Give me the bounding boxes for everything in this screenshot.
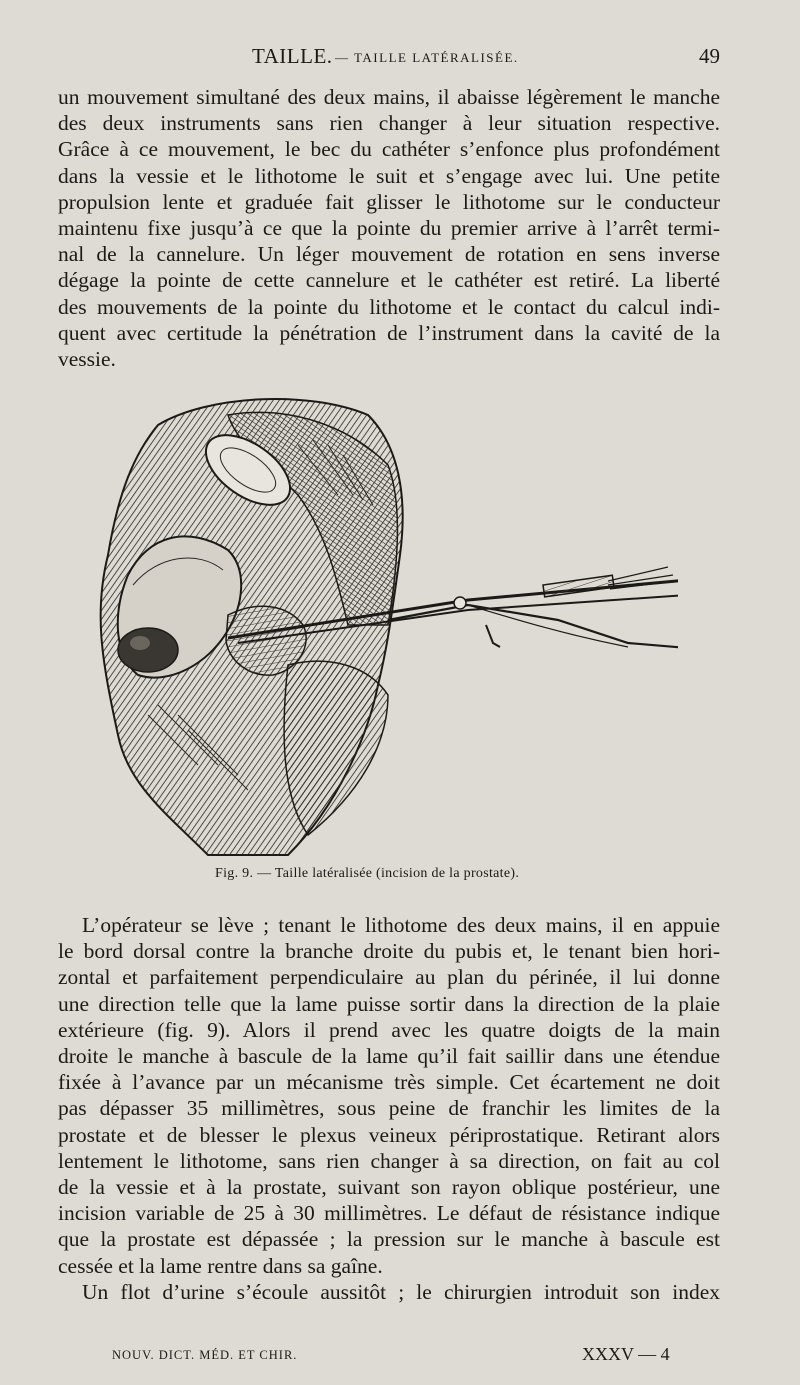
calculus-stone	[118, 628, 178, 672]
text-line: cessée et la lame rentre dans sa gaîne.	[58, 1253, 383, 1278]
text-line: maintenu fixe jusqu’à ce que la pointe du premier arrive à l’arrêt termi-	[58, 216, 720, 241]
page-number: 49	[699, 44, 720, 68]
text-line: de la vessie et à la prostate, suivant son rayon oblique postérieur, une	[58, 1175, 720, 1200]
lithotome-handle	[543, 575, 614, 597]
text-line: Grâce à ce mouvement, le bec du cathéter s’enfonce plus profondément	[58, 137, 720, 162]
text-line: extérieure (fig. 9). Alors il prend avec les quatre doigts de la main	[58, 1017, 720, 1042]
footer-volume: XXXV — 4	[582, 1344, 670, 1364]
text-line: des deux instruments sans rien changer à leur situation respective.	[58, 111, 720, 136]
paragraph-3	[58, 1279, 720, 1305]
text-line: L’opérateur se lève ; tenant le lithotome des deux mains, il en appuie	[82, 913, 720, 937]
text-line: fixée à l’avance par un mécanisme très simple. Cet écartement ne doit	[58, 1070, 720, 1095]
paragraph-2	[58, 912, 720, 1279]
text-line: lentement le lithotome, sans rien changer à sa direction, on fait au col	[58, 1148, 720, 1173]
page-footer	[112, 1344, 672, 1368]
anatomical-engraving	[88, 385, 678, 865]
lithotome-blade	[388, 605, 678, 648]
text-line: une direction telle que la lame puisse sortir dans la direction de la plaie	[58, 991, 720, 1016]
text-line: zontal et parfaitement perpendiculaire au plan du périnée, il lui donne	[58, 965, 720, 990]
lithotome-pivot	[454, 597, 466, 609]
text-line: quent avec certitude la pénétration de l’instrument dans la cavité de la	[58, 320, 720, 345]
header-title: TAILLE.	[252, 44, 333, 68]
text-line: le bord dorsal contre la branche droite du pubis et, le tenant bien hori-	[58, 939, 720, 964]
text-line: un mouvement simultané des deux mains, il abaisse légèrement le manche	[58, 85, 720, 109]
text-line: que la prostate est dépassée ; la pression sur le manche à bascule est	[58, 1227, 720, 1252]
header-subtitle: — TAILLE LATÉRALISÉE.	[335, 50, 519, 65]
figure-9-illustration	[88, 385, 678, 865]
text-line: incision variable de 25 à 30 millimètres. Le défaut de résistance indique	[58, 1201, 720, 1226]
paragraph-1	[58, 84, 720, 372]
text-line: propulsion lente et graduée fait glisser le lithotome sur le conducteur	[58, 189, 720, 214]
running-header	[60, 42, 720, 72]
text-line: droite le manche à bascule de la lame qu’il fait saillir dans une étendue	[58, 1044, 720, 1069]
text-line: pas dépasser 35 millimètres, sous peine de franchir les limites de la	[58, 1096, 720, 1121]
perineal-tissue	[284, 661, 388, 835]
text-line: nal de la cannelure. Un léger mouvement de rotation en sens inverse	[58, 242, 720, 267]
text-line: des mouvements de la pointe du lithotome et le contact du calcul indi-	[58, 294, 720, 319]
text-line: vessie.	[58, 347, 116, 372]
footer-signature: NOUV. DICT. MÉD. ET CHIR.	[112, 1348, 298, 1362]
text-line: dégage la pointe de cette cannelure et le cathéter est retiré. La liberté	[58, 268, 720, 293]
figure-caption: Fig. 9. — Taille latéralisée (incision de la prostate).	[215, 866, 520, 881]
text-line: prostate et de blesser le plexus veineux périprostatique. Retirant alors	[58, 1122, 720, 1147]
text-line: dans la vessie et le lithotome le suit et s’engage avec lui. Une petite	[58, 163, 720, 188]
text-line: Un flot d’urine s’écoule aussitôt ; le chirurgien introduit son index	[82, 1280, 720, 1304]
